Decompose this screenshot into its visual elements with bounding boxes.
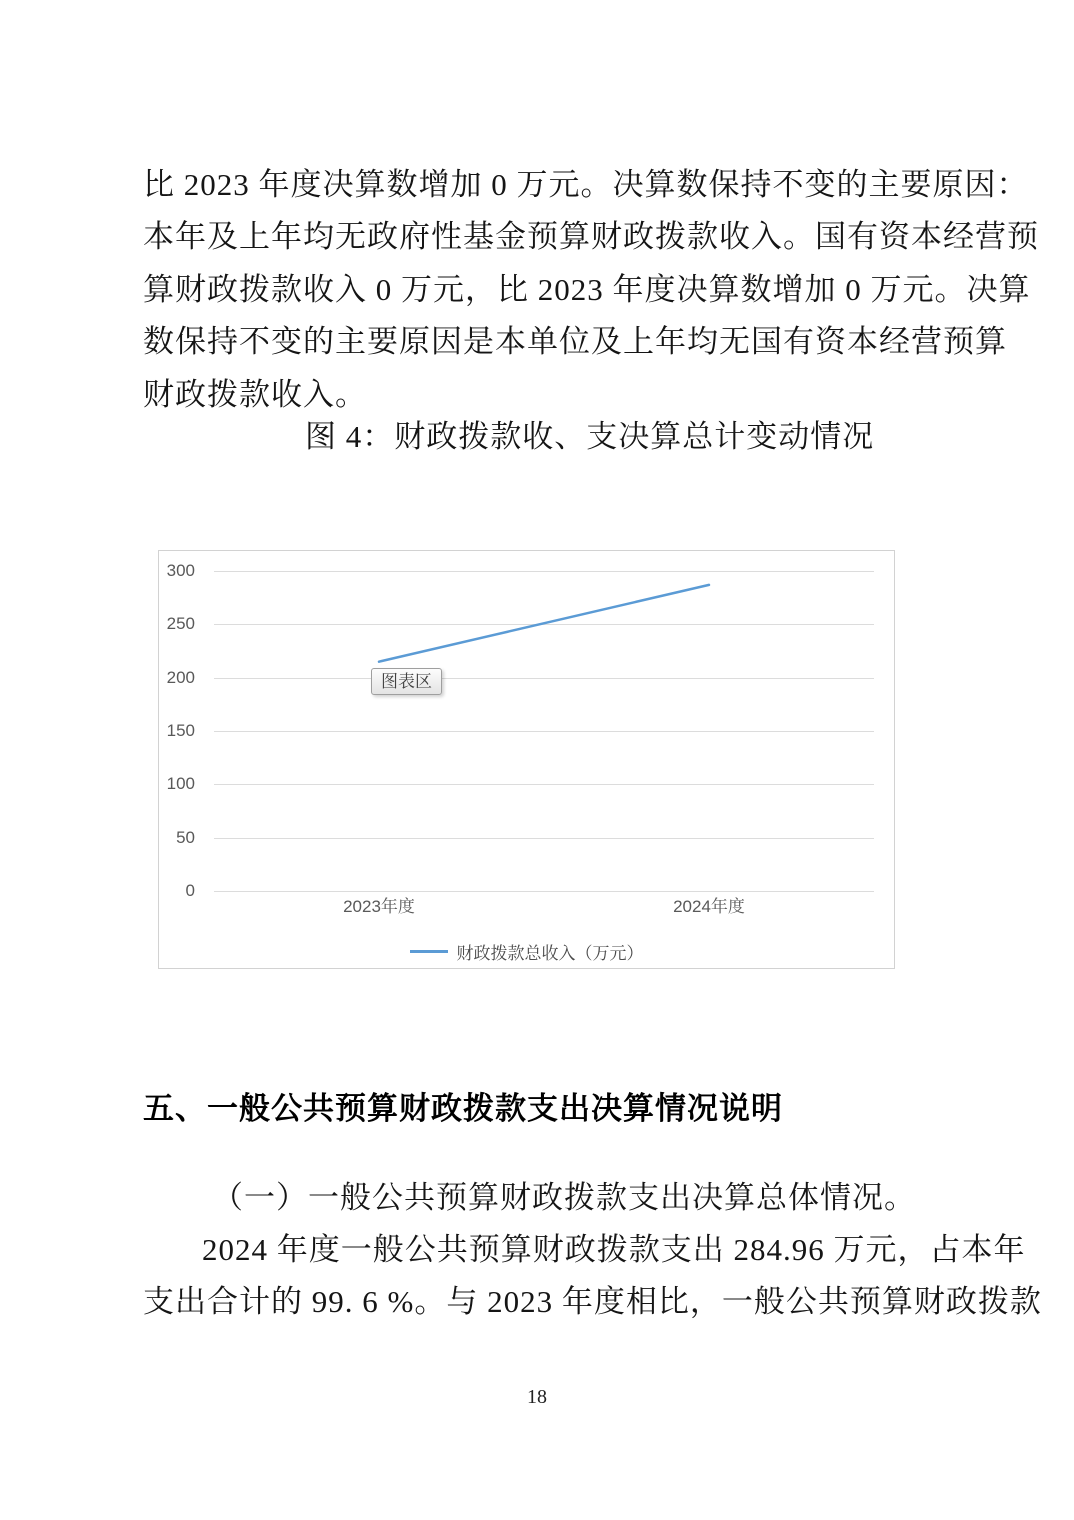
x-axis-category-label: 2023年度 <box>343 897 415 916</box>
paragraph-line: 支出合计的 99. 6 %。与 2023 年度相比，一般公共预算财政拨款 <box>143 1284 1042 1319</box>
paragraph-line: 2024 年度一般公共预算财政拨款支出 284.96 万元，占本年 <box>202 1232 1026 1267</box>
figure-caption: 图 4：财政拨款收、支决算总计变动情况 <box>305 419 875 454</box>
y-axis-tick-label: 0 <box>185 881 195 900</box>
y-axis-tick-label: 200 <box>166 667 195 687</box>
paragraph-line: 比 2023 年度决算数增加 0 万元。决算数保持不变的主要原因： <box>143 167 1029 202</box>
paragraph-line: 数保持不变的主要原因是本单位及上年均无国有资本经营预算 <box>143 324 1007 360</box>
paragraph-line: 算财政拨款收入 0 万元，比 2023 年度决算数增加 0 万元。决算 <box>143 271 1031 307</box>
paragraph-line: （一）一般公共预算财政拨款支出决算总体情况。 <box>212 1180 916 1215</box>
plot-area-tooltip: 图表区 <box>371 668 442 695</box>
line-chart-fiscal-income <box>158 550 895 969</box>
chart-line-svg <box>159 551 894 968</box>
section-heading-five: 五、一般公共预算财政拨款支出决算情况说明 <box>143 1091 783 1126</box>
page-number: 18 <box>527 1386 547 1408</box>
x-axis-category-label: 2024年度 <box>673 897 745 916</box>
paragraph-line: 财政拨款收入。 <box>143 376 367 412</box>
paragraph-line: 本年及上年均无政府性基金预算财政拨款收入。国有资本经营预 <box>143 219 1039 255</box>
y-axis-tick-label: 300 <box>166 561 195 580</box>
legend-label: 财政拨款总收入（万元） <box>456 944 644 963</box>
paragraph-fiscal-funding-summary <box>143 159 1039 421</box>
data-series-line <box>379 585 709 662</box>
y-axis-tick-label: 50 <box>176 827 195 847</box>
y-axis-tick-label: 100 <box>166 774 195 794</box>
y-axis-tick-label: 150 <box>166 721 195 740</box>
y-axis-tick-label: 250 <box>166 614 195 634</box>
